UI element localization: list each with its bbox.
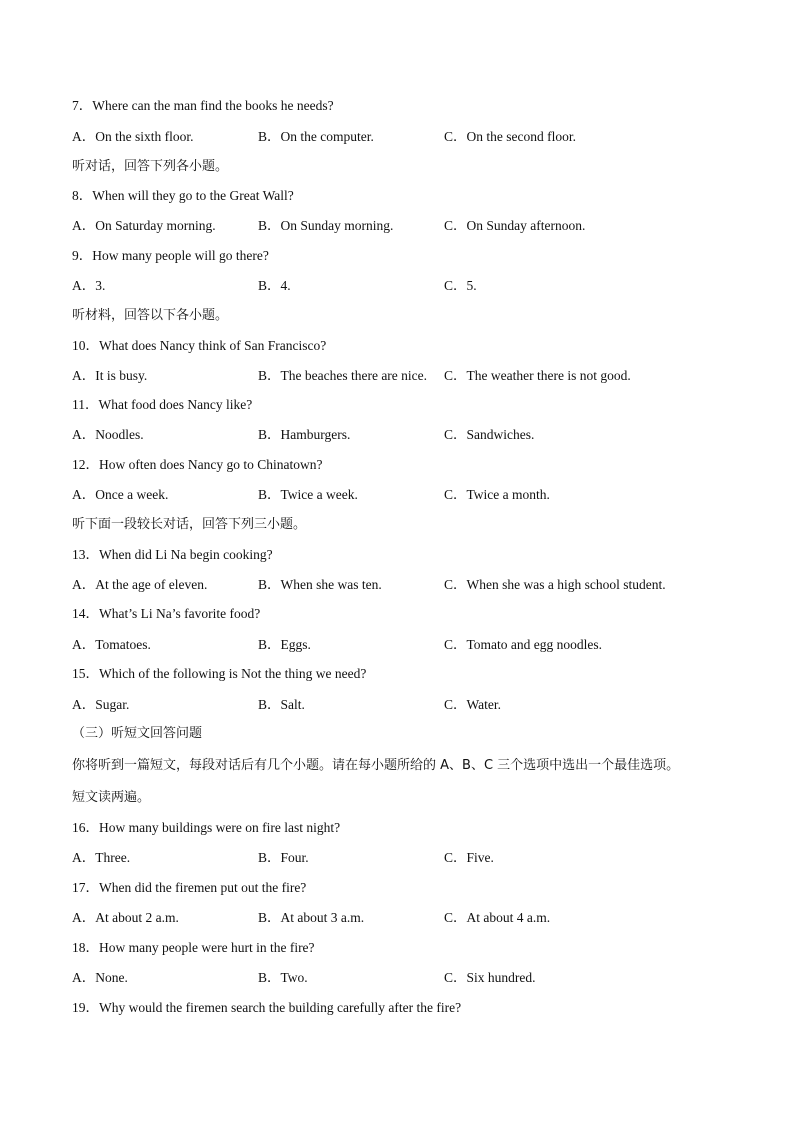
option-a: A．Sugar. — [72, 697, 130, 712]
option-b: B．On the computer. — [258, 129, 374, 144]
options-15 — [72, 696, 752, 714]
question-13: 13．When did Li Na begin cooking? — [72, 547, 273, 562]
option-c: C．When she was a high school student. — [444, 577, 666, 592]
option-c: C．The weather there is not good. — [444, 368, 631, 383]
option-b: B．When she was ten. — [258, 577, 382, 592]
option-b: B．The beaches there are nice. — [258, 368, 428, 383]
option-a: A．At about 2 a.m. — [72, 910, 179, 925]
option-a: A．It is busy. — [72, 368, 148, 383]
question-17: 17．When did the firemen put out the fire? — [72, 880, 307, 895]
option-c: C．Sandwiches. — [444, 427, 535, 442]
option-b: B．On Sunday morning. — [258, 218, 394, 233]
options-18 — [72, 969, 752, 987]
option-a: A．Three. — [72, 850, 131, 865]
question-11: 11．What food does Nancy like? — [72, 397, 253, 412]
question-12: 12．How often does Nancy go to Chinatown? — [72, 457, 323, 472]
option-a: A．Tomatoes. — [72, 637, 151, 652]
option-b: B．4. — [258, 278, 291, 293]
instruction: 听下面一段较长对话，回答下列三小题。 — [72, 517, 307, 532]
option-c: C．On the second floor. — [444, 129, 576, 144]
question-10: 10．What does Nancy think of San Francisco? — [72, 338, 327, 353]
option-c: C．Tomato and egg noodles. — [444, 637, 603, 652]
options-13 — [72, 576, 752, 594]
option-b: B．Four. — [258, 850, 309, 865]
question-18: 18．How many people were hurt in the fire? — [72, 940, 315, 955]
option-c: C．Six hundred. — [444, 970, 536, 985]
option-a: A．At the age of eleven. — [72, 577, 208, 592]
options-8 — [72, 217, 752, 235]
instruction: 听材料，回答以下各小题。 — [72, 308, 229, 323]
option-a: A．Once a week. — [72, 487, 169, 502]
instruction: 听对话，回答下列各小题。 — [72, 159, 229, 174]
option-a: A．None. — [72, 970, 128, 985]
option-c: C．Water. — [444, 697, 502, 712]
question-15: 15．Which of the following is Not the thing we need? — [72, 666, 367, 681]
question-7: 7．Where can the man find the books he needs? — [72, 98, 334, 113]
option-b: B．Salt. — [258, 697, 305, 712]
options-9 — [72, 277, 752, 295]
options-12 — [72, 486, 752, 504]
option-b: B．Two. — [258, 970, 308, 985]
option-b: B．Twice a week. — [258, 487, 358, 502]
section-instruction: 你将听到一篇短文，每段对话后有几个小题。请在每小题所给的 A、B、C 三个选项中选出一个最佳选项。 — [72, 758, 680, 773]
option-a: A．Noodles. — [72, 427, 144, 442]
options-11 — [72, 426, 752, 444]
option-b: B．Hamburgers. — [258, 427, 351, 442]
option-c: C．Five. — [444, 850, 494, 865]
options-10 — [72, 367, 752, 385]
option-c: C．5. — [444, 278, 477, 293]
question-9: 9．How many people will go there? — [72, 248, 269, 263]
option-c: C．On Sunday afternoon. — [444, 218, 586, 233]
options-17 — [72, 909, 752, 927]
question-14: 14．What’s Li Na’s favorite food? — [72, 606, 261, 621]
option-a: A．On the sixth floor. — [72, 129, 194, 144]
option-b: B．At about 3 a.m. — [258, 910, 365, 925]
option-c: C．At about 4 a.m. — [444, 910, 551, 925]
option-a: A．On Saturday morning. — [72, 218, 216, 233]
question-19: 19．Why would the firemen search the building carefully after the fire? — [72, 1000, 462, 1015]
option-b: B．Eggs. — [258, 637, 311, 652]
question-16: 16．How many buildings were on fire last night? — [72, 820, 341, 835]
option-a: A．3. — [72, 278, 106, 293]
option-c: C．Twice a month. — [444, 487, 550, 502]
options-7 — [72, 128, 752, 146]
section-heading: （三）听短文回答问题 — [72, 726, 203, 741]
question-8: 8．When will they go to the Great Wall? — [72, 188, 294, 203]
options-14 — [72, 636, 752, 654]
section-instruction-2: 短文读两遍。 — [72, 790, 151, 805]
options-16 — [72, 849, 752, 867]
